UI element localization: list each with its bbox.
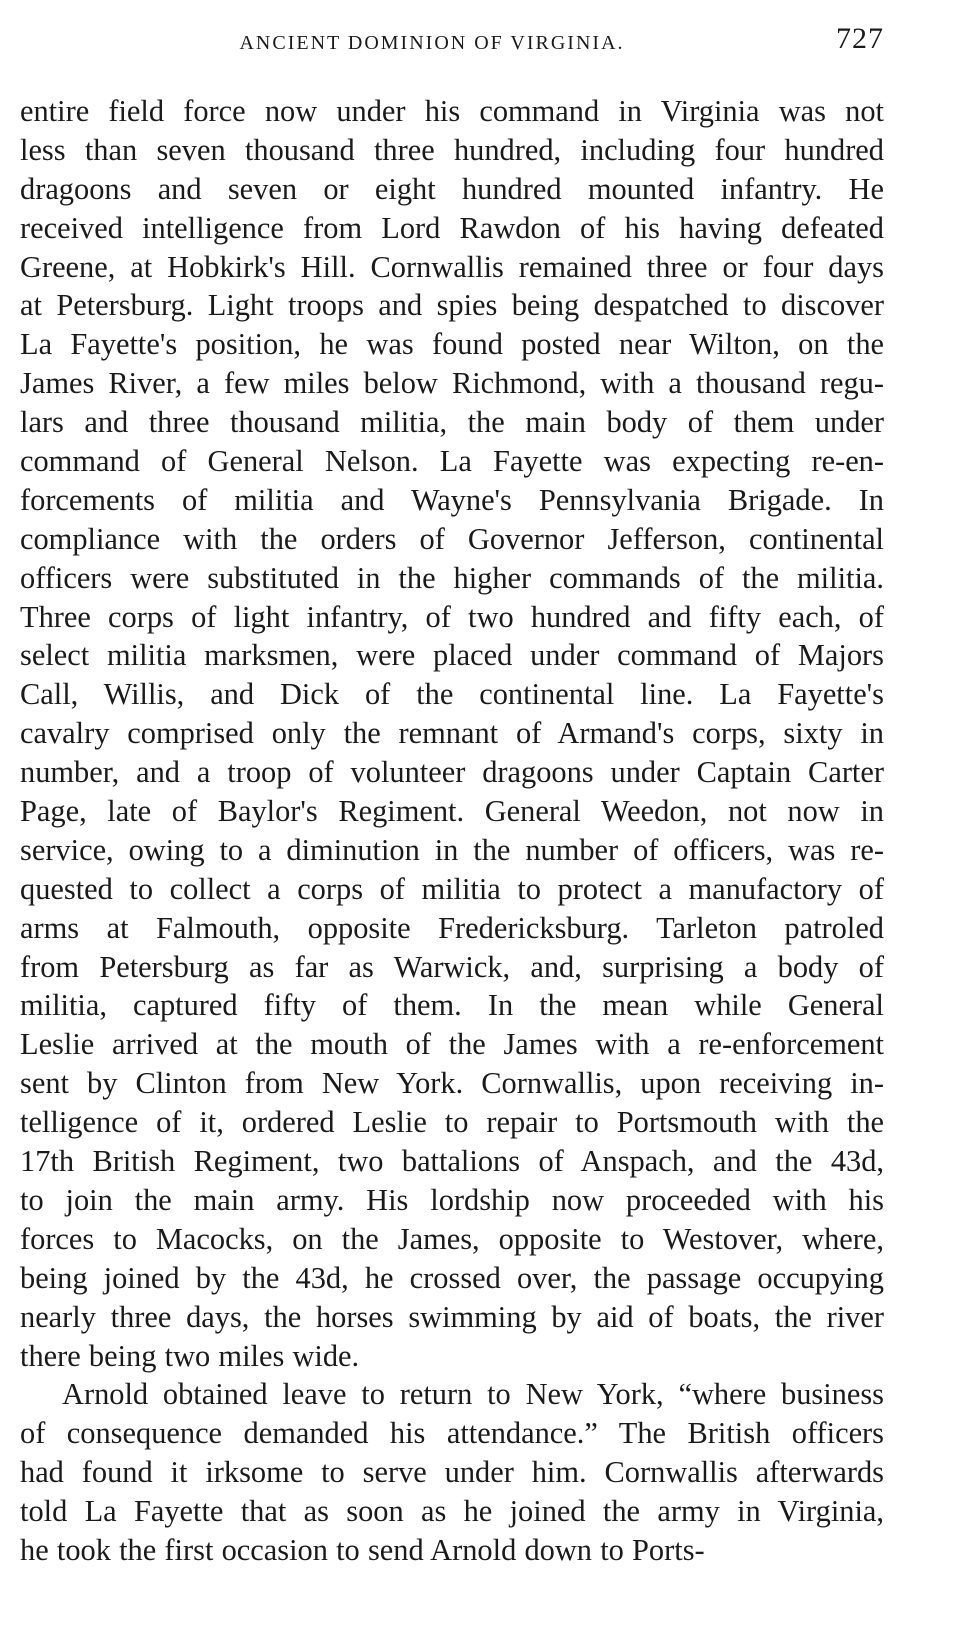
text-line: entire field force now under his command in Virginia was not: [20, 94, 884, 128]
text-line: forcements of militia and Wayne's Pennsylvania Brigade. In: [20, 482, 884, 517]
page-number: 727: [836, 22, 884, 55]
text-line: service, owing to a diminution in the number of officers, was re-: [20, 832, 884, 867]
text-line: Greene, at Hobkirk's Hill. Cornwallis remained three or four days: [20, 249, 884, 284]
text-line: of consequence demanded his attendance.” The British officers: [20, 1416, 884, 1451]
text-line: cavalry comprised only the remnant of Armand's corps, sixty in: [20, 716, 884, 751]
text-line: had found it irksome to serve under him. Cornwallis afterwards: [20, 1455, 884, 1490]
text-line: Call, Willis, and Dick of the continental line. La Fayette's: [20, 677, 884, 712]
text-line: sent by Clinton from New York. Cornwallis, upon receiving in-: [20, 1066, 884, 1101]
text-line: La Fayette's position, he was found posted near Wilton, on the: [20, 327, 884, 362]
book-page: [20, 18, 884, 1570]
text-line: militia, captured fifty of them. In the mean while General: [20, 988, 884, 1023]
text-line: at Petersburg. Light troops and spies being despatched to discover: [20, 288, 884, 323]
text-line: being joined by the 43d, he crossed over, the passage occupying: [20, 1260, 884, 1295]
body-text: [20, 92, 884, 1570]
text-line: compliance with the orders of Governor Jefferson, continental: [20, 521, 884, 556]
paragraph-1: [20, 92, 884, 1375]
text-line: 17th British Regiment, two battalions of Anspach, and the 43d,: [20, 1144, 884, 1179]
text-line: command of General Nelson. La Fayette was expecting re-en-: [20, 444, 884, 479]
text-line: number, and a troop of volunteer dragoons under Captain Carter: [20, 755, 884, 790]
text-line: from Petersburg as far as Warwick, and, surprising a body of: [20, 949, 884, 984]
text-line: nearly three days, the horses swimming by aid of boats, the river: [20, 1299, 884, 1334]
text-line: forces to Macocks, on the James, opposite to Westover, where,: [20, 1221, 884, 1256]
text-line: James River, a few miles below Richmond, with a thousand regu-: [20, 366, 884, 401]
text-line: Three corps of light infantry, of two hundred and fifty each, of: [20, 599, 884, 634]
text-line: told La Fayette that as soon as he joined the army in Virginia,: [20, 1494, 884, 1529]
text-line: Page, late of Baylor's Regiment. General Weedon, not now in: [20, 794, 884, 829]
text-line: arms at Falmouth, opposite Fredericksburg. Tarleton patroled: [20, 910, 884, 945]
running-head: [20, 18, 884, 58]
text-line: select militia marksmen, were placed under command of Majors: [20, 638, 884, 673]
text-line: telligence of it, ordered Leslie to repair to Portsmouth with the: [20, 1105, 884, 1140]
paragraph-2: [20, 1375, 884, 1569]
text-line: lars and three thousand militia, the main body of them under: [20, 405, 884, 440]
text-line: quested to collect a corps of militia to protect a manufactory of: [20, 871, 884, 906]
text-line: he took the first occasion to send Arnold down to Ports-: [20, 1532, 705, 1567]
text-line: received intelligence from Lord Rawdon of his having defeated: [20, 210, 884, 245]
text-line: dragoons and seven or eight hundred mounted infantry. He: [20, 171, 884, 206]
running-title: ANCIENT DOMINION OF VIRGINIA.: [239, 32, 625, 54]
text-line: less than seven thousand three hundred, including four hundred: [20, 132, 884, 167]
text-line: to join the main army. His lordship now proceeded with his: [20, 1182, 884, 1217]
text-line: Leslie arrived at the mouth of the James with a re-enforcement: [20, 1027, 884, 1062]
text-line: Arnold obtained leave to return to New York, “where business: [62, 1377, 884, 1412]
text-line: there being two miles wide.: [20, 1338, 360, 1373]
text-line: officers were substituted in the higher commands of the militia.: [20, 560, 884, 595]
